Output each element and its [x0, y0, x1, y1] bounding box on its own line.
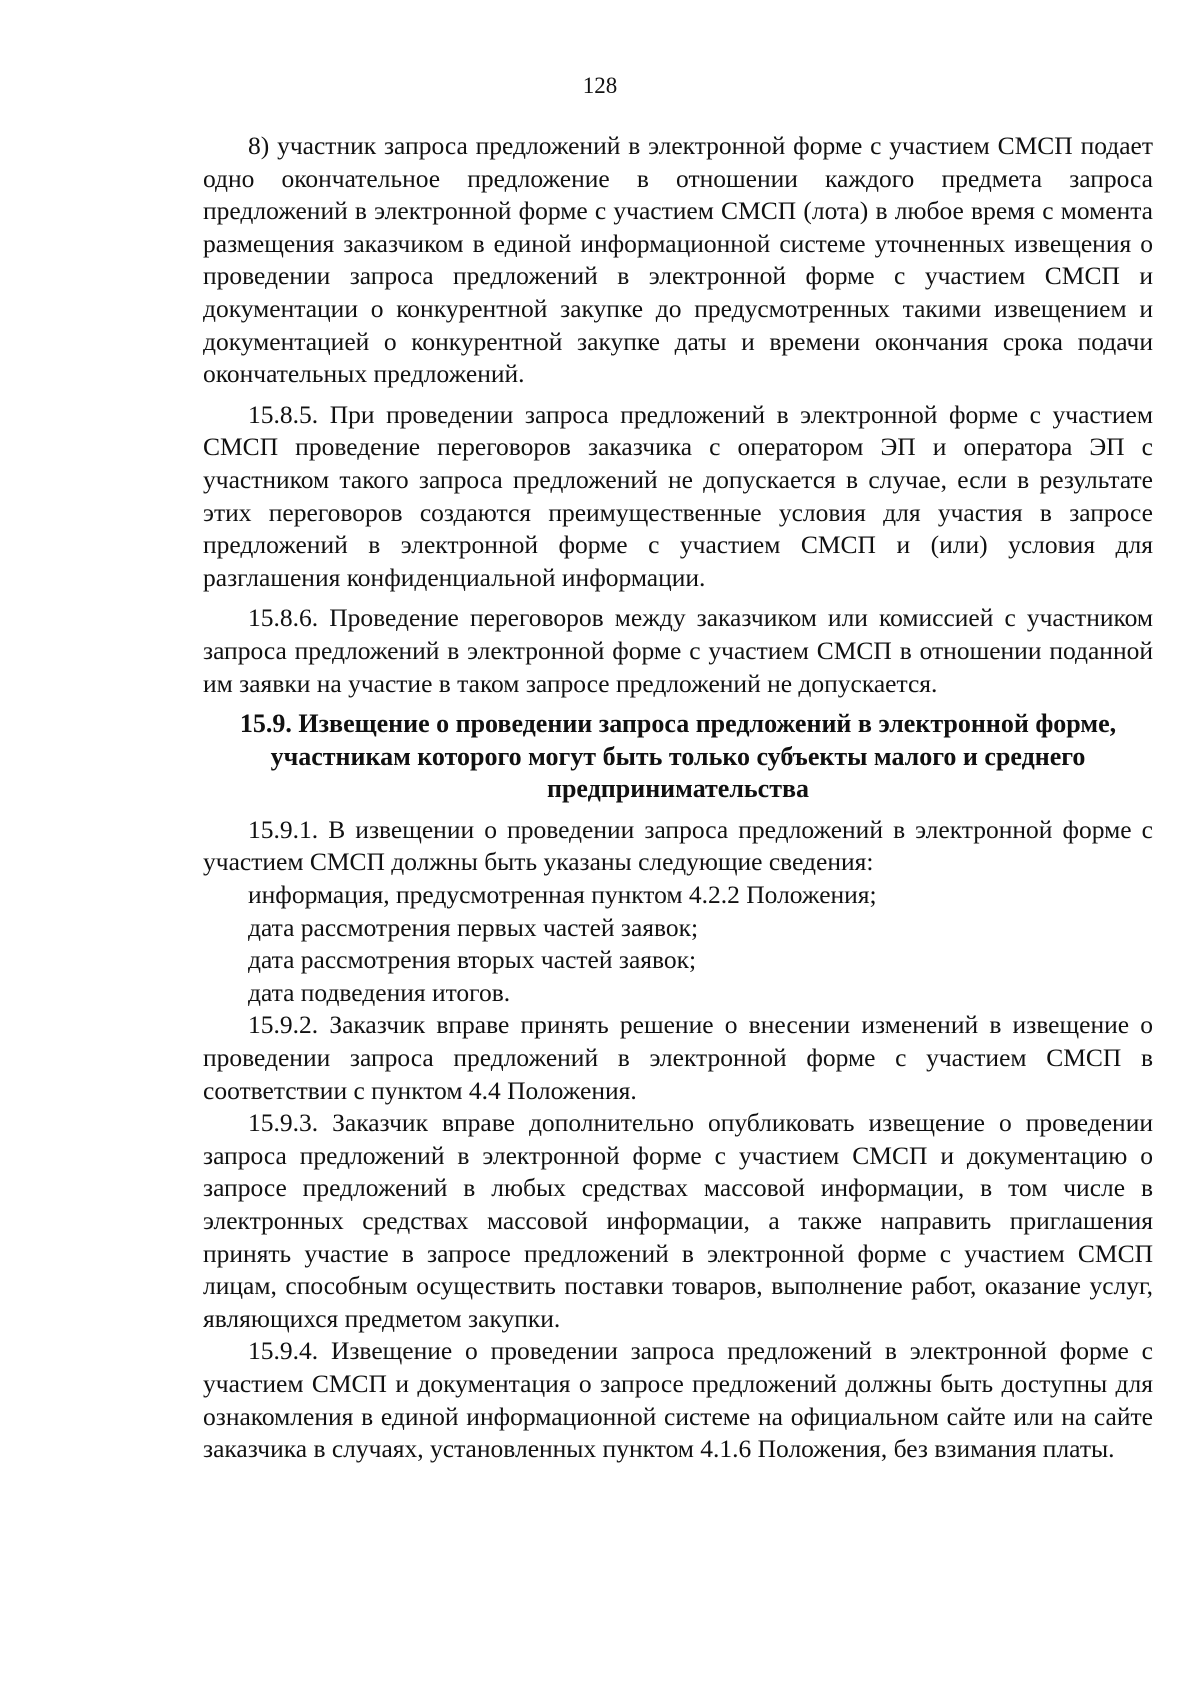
paragraph-15-9-4: 15.9.4. Извещение о проведении запроса предложений в электронной форме с участием СМСП и документация о запросе предложений должны быть доступны для ознакомления в единой информационной системе на официальном сайте или на сайте заказчика в случаях, установленных пунктом 4.1.6 Положения, без взимания платы. [203, 1336, 1153, 1464]
list-item: информация, предусмотренная пунктом 4.2.2 Положения; [248, 880, 877, 910]
document-body [203, 130, 1153, 1466]
paragraph-15-9-3: 15.9.3. Заказчик вправе дополнительно опубликовать извещение о проведении запроса предложений в электронной форме с участием СМСП и документацию о запросе предложений в любых средствах массовой информации, в том числе в электронных средствах массовой информации, а также направить приглашения принять участие в запросе предложений в электронной форме с участием СМСП лицам, способным осуществить поставки товаров, выполнение работ, оказание услуг, являющихся предметом закупки. [203, 1108, 1153, 1333]
paragraph-item-8: 8) участник запроса предложений в электронной форме с участием СМСП подает одно окончательное предложение в отношении каждого предмета запроса предложений в электронной форме с участием СМСП (лота) в любое время с момента размещения заказчиком в единой информационной системе уточненных извещения о проведении запроса предложений в электронной форме с участием СМСП и документации о конкурентной закупке до предусмотренных такими извещением и документацией о конкурентной закупке даты и времени окончания срока подачи окончательных предложений. [203, 131, 1153, 389]
paragraph-15-8-6: 15.8.6. Проведение переговоров между заказчиком или комиссией с участником запроса предложений в электронной форме с участием СМСП в отношении поданной им заявки на участие в таком запросе предложений не допускается. [203, 603, 1153, 698]
paragraph-15-9-2: 15.9.2. Заказчик вправе принять решение о внесении изменений в извещение о проведении запроса предложений в электронной форме с участием СМСП в соответствии с пунктом 4.4 Положения. [203, 1010, 1153, 1105]
list-item: дата рассмотрения вторых частей заявок; [248, 945, 697, 975]
paragraph-15-8-5: 15.8.5. При проведении запроса предложений в электронной форме с участием СМСП проведение переговоров заказчика с оператором ЭП и оператора ЭП с участником такого запроса предложений не допускается в случае, если в результате этих переговоров создаются преимущественные условия для участия в запросе предложений в электронной форме с участием СМСП и (или) условия для разглашения конфиденциальной информации. [203, 399, 1153, 592]
list-item: дата рассмотрения первых частей заявок; [248, 912, 699, 942]
section-heading-15-9: 15.9. Извещение о проведении запроса предложений в электронной форме, участникам которого могут быть только субъекты малого и среднего предпринимательства [239, 709, 1117, 804]
list-item: дата подведения итогов. [248, 977, 511, 1007]
paragraph-15-9-1: 15.9.1. В извещении о проведении запроса предложений в электронной форме с участием СМСП должны быть указаны следующие сведения: [203, 814, 1153, 877]
page-number: 128 [582, 73, 618, 98]
